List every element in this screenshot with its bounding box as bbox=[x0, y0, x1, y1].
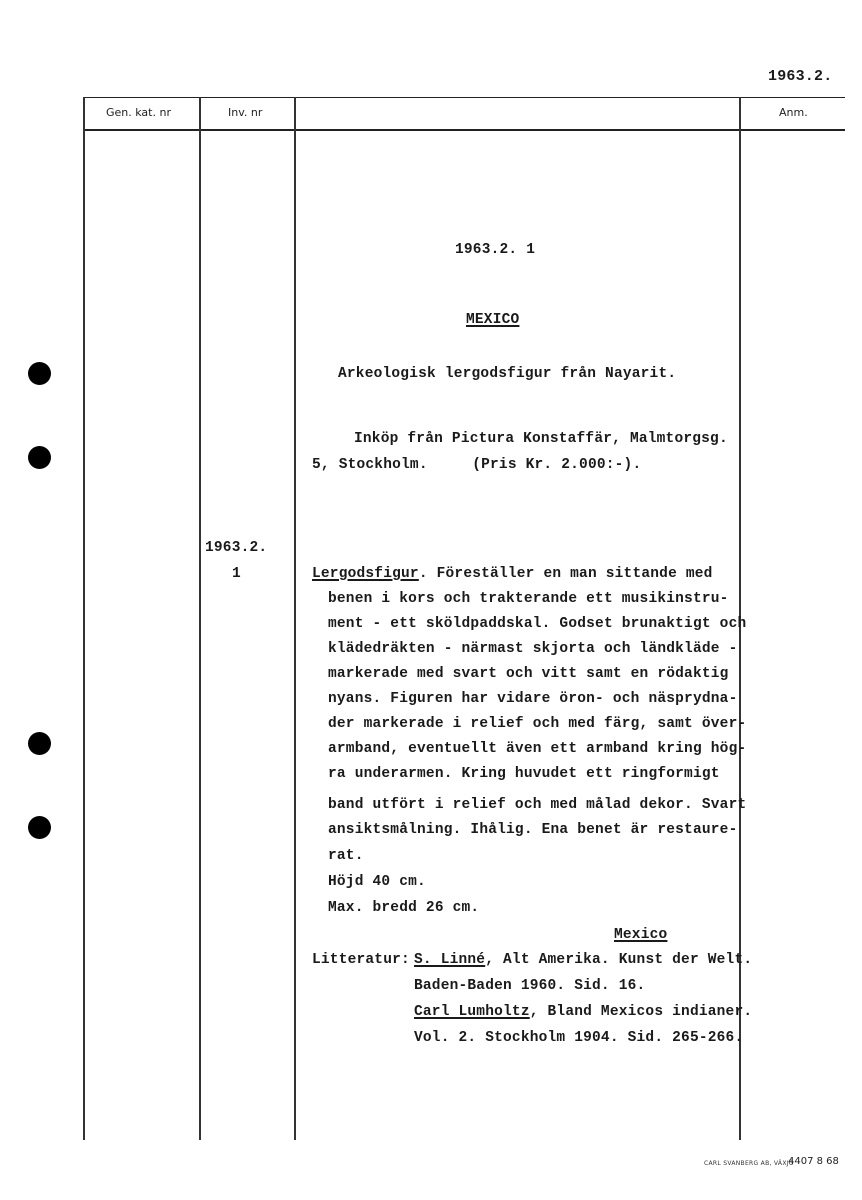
literature-publication: Baden-Baden 1960. Sid. 16. bbox=[414, 978, 646, 994]
description-line: ment - ett sköldpaddskal. Godset brunaktigt och bbox=[328, 616, 747, 632]
hole-punch bbox=[28, 732, 51, 755]
hole-punch bbox=[28, 816, 51, 839]
column-divider-left bbox=[83, 97, 85, 1140]
description-line: armband, eventuellt även ett armband kring hög- bbox=[328, 741, 747, 757]
column-divider-inv-desc bbox=[294, 97, 296, 1140]
column-header-gen-kat-nr: Gen. kat. nr bbox=[106, 106, 171, 119]
printer-imprint: CARL SVANBERG AB, VÄXJÖ bbox=[704, 1160, 794, 1167]
object-name: Lergodsfigur bbox=[312, 566, 419, 582]
page-reference: 1963.2. bbox=[768, 68, 833, 85]
table-header-rule bbox=[83, 129, 845, 131]
description-line: ra underarmen. Kring huvudet ett ringformigt bbox=[328, 766, 720, 782]
description-line: nyans. Figuren har vidare öron- och näsprydna- bbox=[328, 691, 738, 707]
description-line: rat. bbox=[328, 848, 364, 864]
hole-punch bbox=[28, 446, 51, 469]
literature-publication: Vol. 2. Stockholm 1904. Sid. 265-266. bbox=[414, 1030, 744, 1046]
literature-entry bbox=[414, 1004, 752, 1020]
width-measurement: Max. bredd 26 cm. bbox=[328, 900, 480, 916]
column-header-inv-nr: Inv. nr bbox=[228, 106, 263, 119]
literature-author: Carl Lumholtz bbox=[414, 1004, 530, 1020]
description-line: ansiktsmålning. Ihålig. Ena benet är restaure- bbox=[328, 822, 738, 838]
description-first-line bbox=[312, 566, 713, 582]
description-text: . Föreställer en man sittande med bbox=[418, 566, 713, 582]
literature-author: S. Linné bbox=[414, 952, 486, 968]
catalog-number: 1963.2. 1 bbox=[455, 242, 536, 258]
region-label: Mexico bbox=[614, 927, 668, 943]
object-title: Arkeologisk lergodsfigur från Nayarit. bbox=[338, 366, 677, 382]
description-line: klädedräkten - närmast skjorta och ländkläde - bbox=[328, 641, 738, 657]
description-line: der markerade i relief och med färg, samt över- bbox=[328, 716, 747, 732]
description-line: markerade med svart och vitt samt en rödaktig bbox=[328, 666, 729, 682]
country-heading: MEXICO bbox=[466, 312, 520, 328]
column-divider-gen-inv bbox=[199, 97, 201, 1140]
column-header-anm: Anm. bbox=[779, 106, 808, 119]
form-code: 4407 8 68 bbox=[788, 1156, 839, 1167]
literature-title: , Bland Mexicos indianer. bbox=[529, 1004, 753, 1020]
height-measurement: Höjd 40 cm. bbox=[328, 874, 426, 890]
hole-punch bbox=[28, 362, 51, 385]
literature-title: , Alt Amerika. Kunst der Welt. bbox=[485, 952, 753, 968]
inv-nr-line2: 1 bbox=[232, 566, 241, 582]
acquisition-line: 5, Stockholm. (Pris Kr. 2.000:-). bbox=[312, 457, 642, 473]
inv-nr-line1: 1963.2. bbox=[205, 540, 268, 556]
description-line: band utfört i relief och med målad dekor. Svart bbox=[328, 797, 747, 813]
table-top-rule bbox=[83, 97, 845, 98]
acquisition-line: Inköp från Pictura Konstaffär, Malmtorgsg. bbox=[354, 431, 728, 447]
literature-label: Litteratur: bbox=[312, 952, 410, 968]
literature-entry bbox=[414, 952, 752, 968]
description-line: benen i kors och trakterande ett musikinstru- bbox=[328, 591, 729, 607]
